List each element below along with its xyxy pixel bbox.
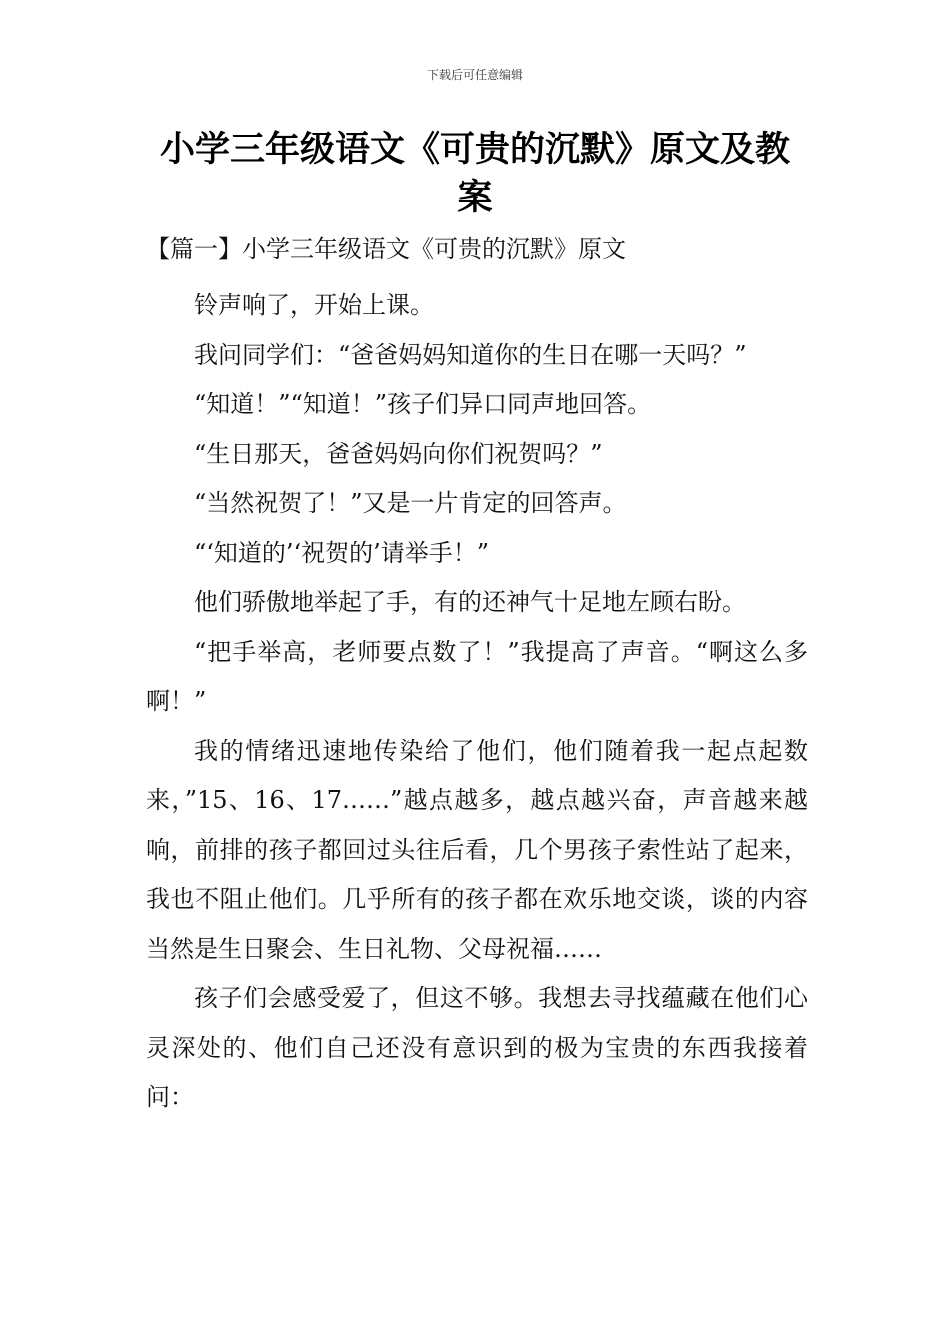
paragraph: 铃声响了，开始上课。	[194, 291, 434, 319]
section-heading: 【篇一】小学三年级语文《可贵的沉默》原文	[146, 235, 626, 263]
paragraph: “‘知道的’‘祝贺的’请举手！”	[194, 538, 490, 567]
paragraph: 孩子们会感受爱了，但这不够。我想去寻找蕴藏在他们心灵深处的、他们自己还没有意识到的极为宝贵的东西我接着问：	[146, 984, 808, 1111]
document-body	[146, 281, 808, 1123]
paragraph: “把手举高，老师要点数了！”我提高了声音。“啊这么多啊！”	[146, 637, 808, 715]
paragraph: 他们骄傲地举起了手，有的还神气十足地左顾右盼。	[194, 588, 746, 616]
document-title: 小学三年级语文《可贵的沉默》原文及教案	[159, 130, 790, 218]
paragraph: “生日那天，爸爸妈妈向你们祝贺吗？”	[194, 439, 603, 468]
paragraph: “当然祝贺了！”又是一片肯定的回答声。	[194, 489, 627, 517]
paragraph: 我问同学们：“爸爸妈妈知道你的生日在哪一天吗？”	[194, 340, 747, 369]
paragraph: 我的情绪迅速地传染给了他们，他们随着我一起点起数来，”15、16、17……”越点越多，越点越兴奋，声音越来越响，前排的孩子都回过头往后看，几个男孩子索性站了起来，我也不阻止他们。几乎所有的孩子都在欢乐地交谈，谈的内容当然是生日聚会、生日礼物、父母祝福……	[146, 736, 808, 963]
page-header-note: 下载后可任意编辑	[426, 68, 523, 82]
paragraph: “知道！”“知道！”孩子们异口同声地回答。	[194, 390, 652, 418]
